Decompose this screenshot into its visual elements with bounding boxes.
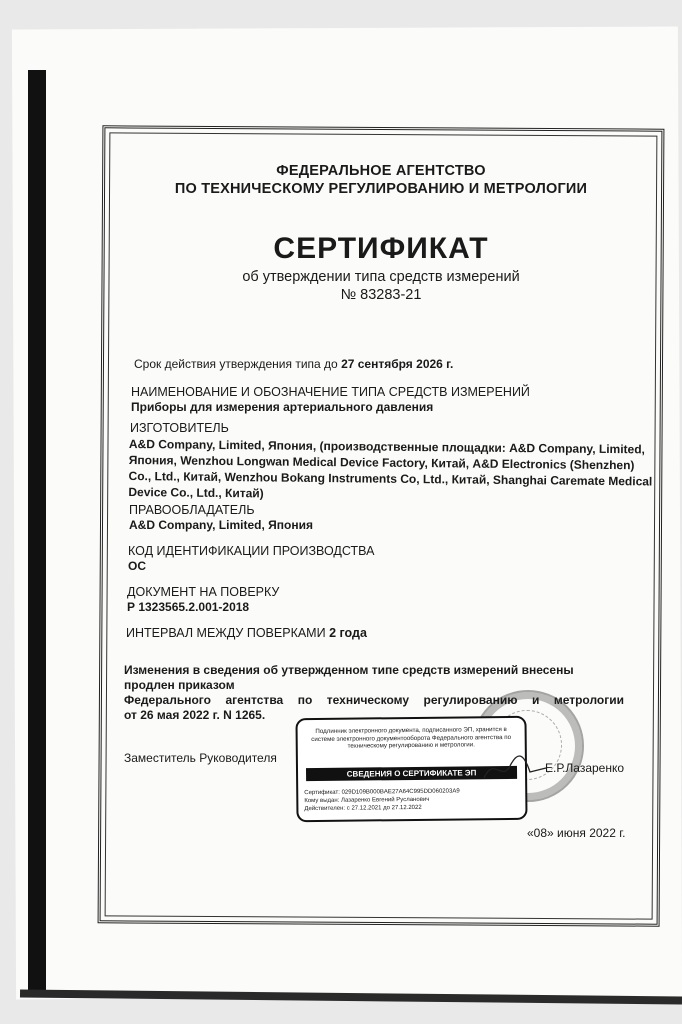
e-signature-cert-line: [304, 788, 459, 796]
e-signature-owner-label: Кому выдан:: [304, 797, 340, 805]
certificate-number: № 83283-21: [340, 287, 422, 303]
manufacturer-line: Япония, Wenzhou Longwan Medical Device Factory, Китай, A&D Electronics (Shenzhen): [128, 452, 635, 473]
validity-label: Срок действия утверждения типа до: [134, 357, 338, 371]
rights-holder-label: ПРАВООБЛАДАТЕЛЬ: [129, 503, 255, 517]
changes-line3: от 26 мая 2022 г. N 1265.: [124, 708, 266, 722]
manufacturer-line: A&D Company, Limited, Япония, (производственные площадки: A&D Company, Limited,: [128, 436, 645, 457]
manufacturer-block: [128, 436, 652, 505]
e-signature-owner-line: [304, 797, 429, 804]
issue-date: «08» июня 2022 г.: [527, 826, 626, 840]
changes-line1: Изменения в сведения об утвержденном типе средств измерений внесены продлен приказом: [124, 663, 574, 692]
interval-label: ИНТЕРВАЛ МЕЖДУ ПОВЕРКАМИ: [126, 626, 326, 640]
validity-line: [134, 357, 453, 371]
handwritten-signature: [480, 748, 550, 788]
e-signature-notice: Подлинник электронного документа, подписанного ЭП, хранится в системе электронного документооборота Федерального агентства по техническому регулированию и метрологии.: [311, 725, 512, 750]
e-signature-header: СВЕДЕНИЯ О СЕРТИФИКАТЕ ЭП: [306, 766, 517, 781]
interval-value: 2 года: [329, 626, 367, 640]
e-signature-cert-label: Сертификат:: [304, 789, 340, 797]
certificate-title: СЕРТИФИКАТ: [273, 232, 489, 265]
production-id-label: КОД ИДЕНТИФИКАЦИИ ПРОИЗВОДСТВА: [128, 544, 375, 558]
validity-date: 27 сентября 2026 г.: [341, 357, 454, 371]
production-id-value: ОС: [128, 559, 146, 573]
e-signature-validity-line: [304, 805, 421, 812]
e-signature-owner-value: Лазаренко Евгений Русланович: [340, 796, 430, 804]
manufacturer-line: Co., Ltd., Китай, Wenzhou Bokang Instruments Co, Ltd., Китай, Shanghai Caremate Medical: [128, 468, 653, 489]
signatory-position: Заместитель Руководителя: [124, 751, 277, 765]
e-signature-cert-value: 029D109B000BAE27A64C995DD060203A9: [341, 788, 460, 796]
verification-doc-label: ДОКУМЕНТ НА ПОВЕРКУ: [127, 585, 280, 599]
agency-name-line1: ФЕДЕРАЛЬНОЕ АГЕНТСТВО: [276, 163, 486, 179]
manufacturer-label: ИЗГОТОВИТЕЛЬ: [130, 421, 229, 435]
interval-line: [126, 626, 367, 640]
certificate-subtitle: об утверждении типа средств измерений: [242, 269, 520, 285]
agency-name-line2: ПО ТЕХНИЧЕСКОМУ РЕГУЛИРОВАНИЮ И МЕТРОЛОГИИ: [174, 181, 588, 197]
changes-line2: Федерального агентства по техническому регулированию и метрологии: [124, 693, 624, 707]
manufacturer-line: Device Co., Ltd., Китай): [128, 484, 264, 501]
scan-shadow-edge: [28, 70, 46, 990]
signatory-name: Е.Р.Лазаренко: [545, 761, 625, 775]
instrument-value: Приборы для измерения артериального давления: [131, 400, 434, 414]
instrument-label: НАИМЕНОВАНИЕ И ОБОЗНАЧЕНИЕ ТИПА СРЕДСТВ ИЗМЕРЕНИЙ: [131, 385, 530, 399]
rights-holder-value: A&D Company, Limited, Япония: [129, 518, 313, 532]
verification-doc-value: Р 1323565.2.001-2018: [127, 600, 250, 614]
e-signature-validity-label: Действителен:: [304, 805, 346, 813]
e-signature-validity-value: с 27.12.2021 до 27.12.2022: [346, 804, 422, 812]
